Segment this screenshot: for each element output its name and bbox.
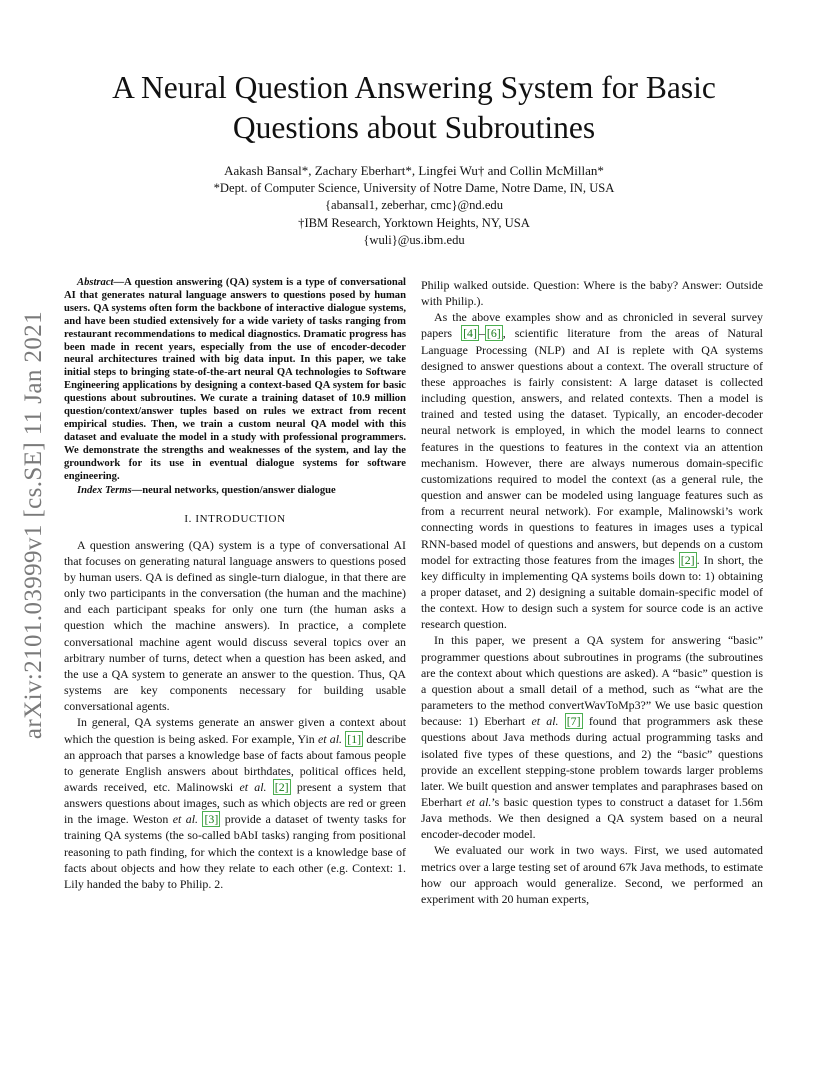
abstract [64, 277, 406, 484]
index-terms [64, 484, 406, 497]
citation-link[interactable]: [7] [566, 714, 581, 729]
author-names: Aakash Bansal*, Zachary Eberhart*, Lingfei Wu† and Collin McMillan* [224, 163, 604, 178]
title-line-1: A Neural Question Answering System for Basic [112, 70, 716, 105]
arxiv-identifier [14, 290, 54, 760]
intro-paragraph-1: A question answering (QA) system is a type of conversational AI that focuses on generating natural language answers to questions posed by human users. QA is defined as single-turn dialogue, in that there are only two participants in the conversation (the human and the machine) and each participant speaks for only one turn (the human asks a question which the machine answers). In practice, a complete conversational machine agent would discuss several topics over an arbitrary number of turns, detect when a question has been asked, and the use a QA system to generate an answer to the question. Thus, QA systems are key components necessary for building usable conversational agents. [64, 537, 406, 714]
intro-paragraph-4: In this paper, we present a QA system for answering “basic” programmer questions about subroutines in programs (the subroutines are the context about which questions are asked). A “basic” question is a question about a small detail of a method, such as “what are the parameters to the method convertWavToMp3?” We use basic question because: 1) Eberhart et al. [7] found that programmers ask these questions about Java methods during actual programming tasks and isolated five types of these questions, and 2) the “basic” questions provide an excellent stepping-stone problem towards larger problems later. We built question and answer templates and paraphrases based on Eberhart et al.’s basic question types to construct a dataset for 1.56m Java methods. We then designed a QA system based on a neural encoder-decoder model. [421, 633, 763, 842]
title-line-2: Questions about Subroutines [232, 110, 596, 145]
intro-paragraph-continued: Philip walked outside. Question: Where is the baby? Answer: Outside with Philip.). [421, 278, 763, 309]
citation-link[interactable]: [2] [274, 780, 289, 794]
abstract-label: Abstract [77, 277, 114, 288]
affiliation-notre-dame: *Dept. of Computer Science, University of Notre Dame, Notre Dame, IN, USA [213, 180, 615, 195]
index-terms-label: Index Terms [77, 484, 132, 496]
affiliation-ibm: †IBM Research, Yorktown Heights, NY, USA [298, 215, 530, 230]
intro-paragraph-5: We evaluated our work in two ways. First, we used automated metrics over a large testing set of around 67k Java methods, to estimate how our approach would generalize. Second, we performed an experiment with 20 human experts, [421, 843, 763, 906]
author-block [64, 162, 764, 250]
citation-link[interactable]: [3] [204, 812, 219, 827]
abstract-text: —A question answering (QA) system is a type of conversational AI that generates natural language answers to questions posed by human users. QA systems often form the backbone of interactive dialogue systems, and have been studied extensively for a wide variety of tasks ranging from restaurant recommendations to medical diagnostics. Dramatic progress has been made in recent years, especially from the use of encoder-decoder neural architectures trained with big data input. In this paper, we take initial steps to bringing state-of-the-art neural QA technologies to Software Engineering applications by designing a context-based QA system for basic questions about subroutines. We curate a training dataset of 10.9 million question/context/answer tuples based on rules we extract from recent empirical studies. Then, we train a custom neural QA model with this dataset and evaluate the model in a study with professional programmers. We demonstrate the strengths and weaknesses of the system, and lay the groundwork for its use in eventual dialogue systems for software engineering. [64, 277, 406, 482]
citation-link[interactable]: [6] [486, 326, 501, 341]
citation-link[interactable]: [4] [463, 326, 477, 341]
index-terms-text: —neural networks, question/answer dialogue [131, 484, 336, 496]
section-heading-introduction: I. INTRODUCTION [184, 512, 286, 525]
intro-paragraph-3: As the above examples show and as chronicled in several survey papers [4] – [6] , scientific literature from the areas of Natural Language Processing (NLP) and AI is replete with QA systems designed to answer questions about a context. The overall structure of these approaches is fairly consistent: A large dataset is collected including question, answers, and related contexts. Then a model is trained and tested using the dataset. Typically, an encoder-decoder neural network is employed, in which the model learns to connect features in the questions to features in the context via an attention mechanism. However, there are always numerous domain-specific customizations required to model the context (as a general rule, the question and answer can be modeled using language features such as from a recurrent neural network). For example, Malinowski’s work connecting words in questions to features in images uses a typical RNN-based model of questions and answers, but depends on a custom model for extracting those features from the images [2] . In short, the key difficulty in implementing QA systems boils down to: 1) obtaining a proper dataset, and 2) designing a suitable domain-specific model of the context. How to design such a system for source code is an active research question. [421, 310, 763, 632]
arxiv-id-text: arXiv:2101.03999v1 [cs.SE] 11 Jan 2021 [20, 310, 47, 740]
intro-paragraph-2: In general, QA systems generate an answer given a context about which the question is being asked. For example, Yin et al. [1] describe an approach that parses a knowledge base of facts about famous people to generate English answers about birthdates, political offices held, awards received, etc. Malinowski et al. [2] present a system that answers questions about images, such as which objects are red or green in the image. Weston et al. [3] provide a dataset of twenty tasks for training QA systems (the so-called bAbI tasks) ranging from positional reasoning to path finding, for which the context is a knowledge base of facts about objects and how they relate to each other (e.g. Context: 1. Lily handed the baby to Philip. 2. [64, 715, 406, 891]
right-column [421, 277, 763, 907]
left-column [64, 277, 406, 892]
citation-link[interactable]: [1] [347, 731, 362, 746]
email-ibm: {wuli}@us.ibm.edu [363, 233, 465, 248]
citation-link[interactable]: [2] [680, 552, 695, 567]
paper-title [64, 68, 764, 148]
email-notre-dame: {abansal1, zeberhar, cmc}@nd.edu [324, 198, 504, 213]
